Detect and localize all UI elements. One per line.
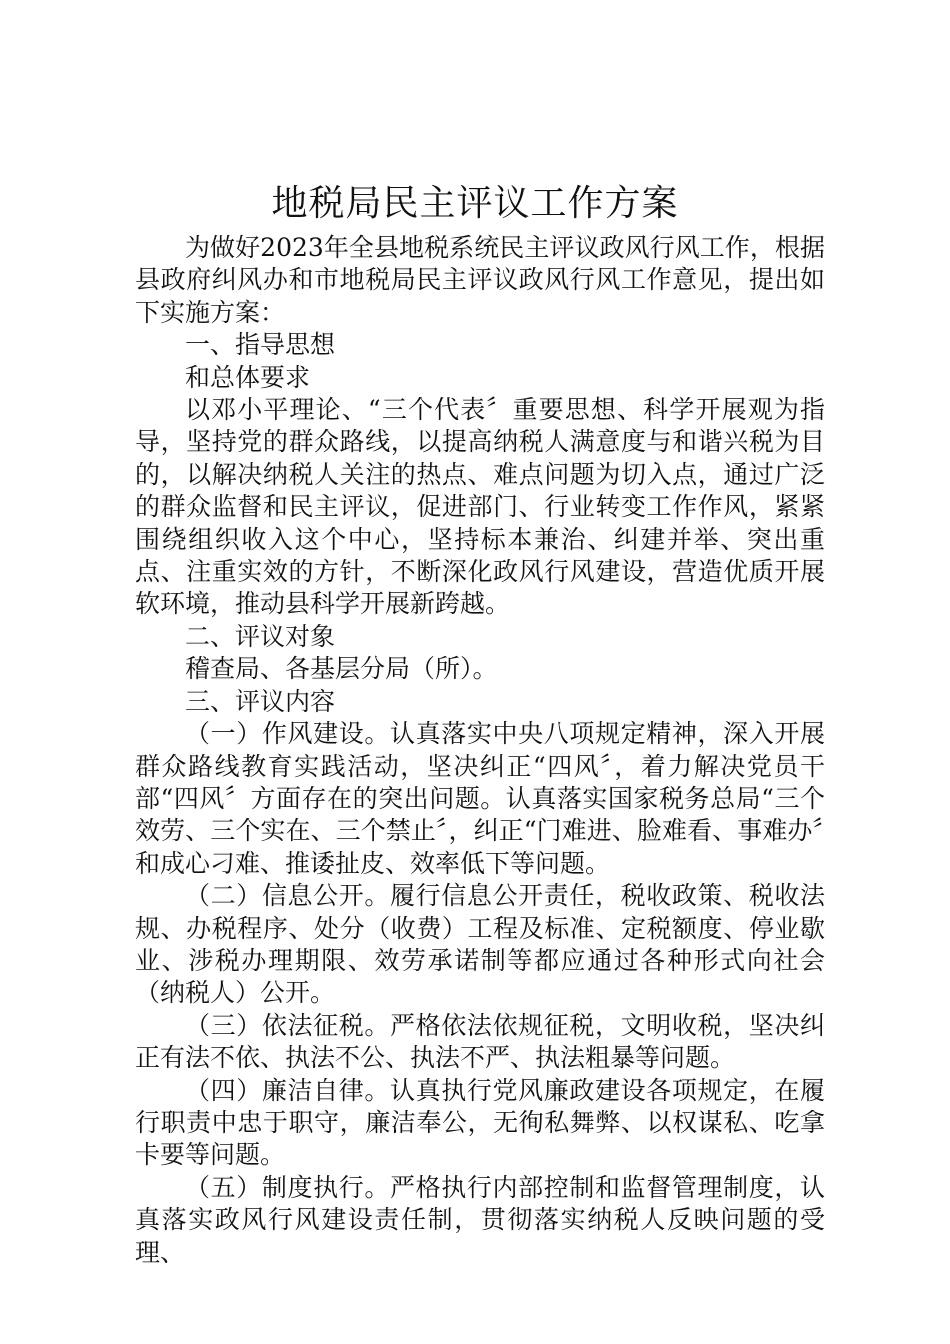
document-title: 地税局民主评议工作方案 [271, 183, 679, 224]
heading-overall-requirements: 和总体要求 [185, 362, 311, 392]
heading-guiding-ideology: 一、指导思想 [185, 330, 336, 360]
paragraph-info-disclosure: （二）信息公开。履行信息公开责任，税收政策、税收法规、办税程序、处分（收费）工程及标准、定税额度、停业歇业、涉税办理期限、效劳承诺制等都应通过各种形式向社会（纳税人）公开。 [135, 881, 825, 1008]
paragraph-work-style: （一）作风建设。认真落实中央八项规定精神，深入开展群众路线教育实践活动，坚决纠正“四风〞，着力解决党员干部“四风〞方面存在的突出问题。认真落实国家税务总局“三个效劳、三个实在、三个禁止〞，纠正“门难进、脸难看、事难办〞和成心刁难、推诿扯皮、效率低下等问题。 [135, 719, 825, 878]
document-body [135, 232, 825, 1269]
heading-evaluation-content: 三、评议内容 [185, 686, 336, 716]
paragraph-lawful-taxation: （三）依法征税。严格依法依规征税，文明收税，坚决纠正有法不依、执法不公、执法不严、执法粗暴等问题。 [135, 1010, 825, 1073]
paragraph-intro: 为做好2023年全县地税系统民主评议政风行风工作，根据县政府纠风办和市地税局民主评议政风行风工作意见，提出如下实施方案： [135, 233, 825, 327]
paragraph-system-execution: （五）制度执行。严格执行内部控制和监督管理制度，认真落实政风行风建设责任制，贯彻落实纳税人反映问题的受理、 [135, 1172, 825, 1267]
paragraph-evaluation-targets: 稽查局、各基层分局（所）。 [185, 654, 498, 684]
paragraph-integrity: （四）廉洁自律。认真执行党风廉政建设各项规定，在履行职责中忠于职守，廉洁奉公，无徇私舞弊、以权谋私、吃拿卡要等问题。 [135, 1075, 825, 1170]
paragraph-guiding-content: 以邓小平理论、“三个代表〞重要思想、科学开展观为指导，坚持党的群众路线，以提高纳税人满意度与和谐兴税为目的，以解决纳税人关注的热点、难点问题为切入点，通过广泛的群众监督和民主评议，促进部门、行业转变工作作风，紧紧围绕组织收入这个中心，坚持标本兼治、纠建并举、突出重点、注重实效的方针，不断深化政风行风建设，营造优质开展软环境，推动县科学开展新跨越。 [135, 395, 825, 619]
heading-evaluation-targets: 二、评议对象 [185, 621, 336, 651]
